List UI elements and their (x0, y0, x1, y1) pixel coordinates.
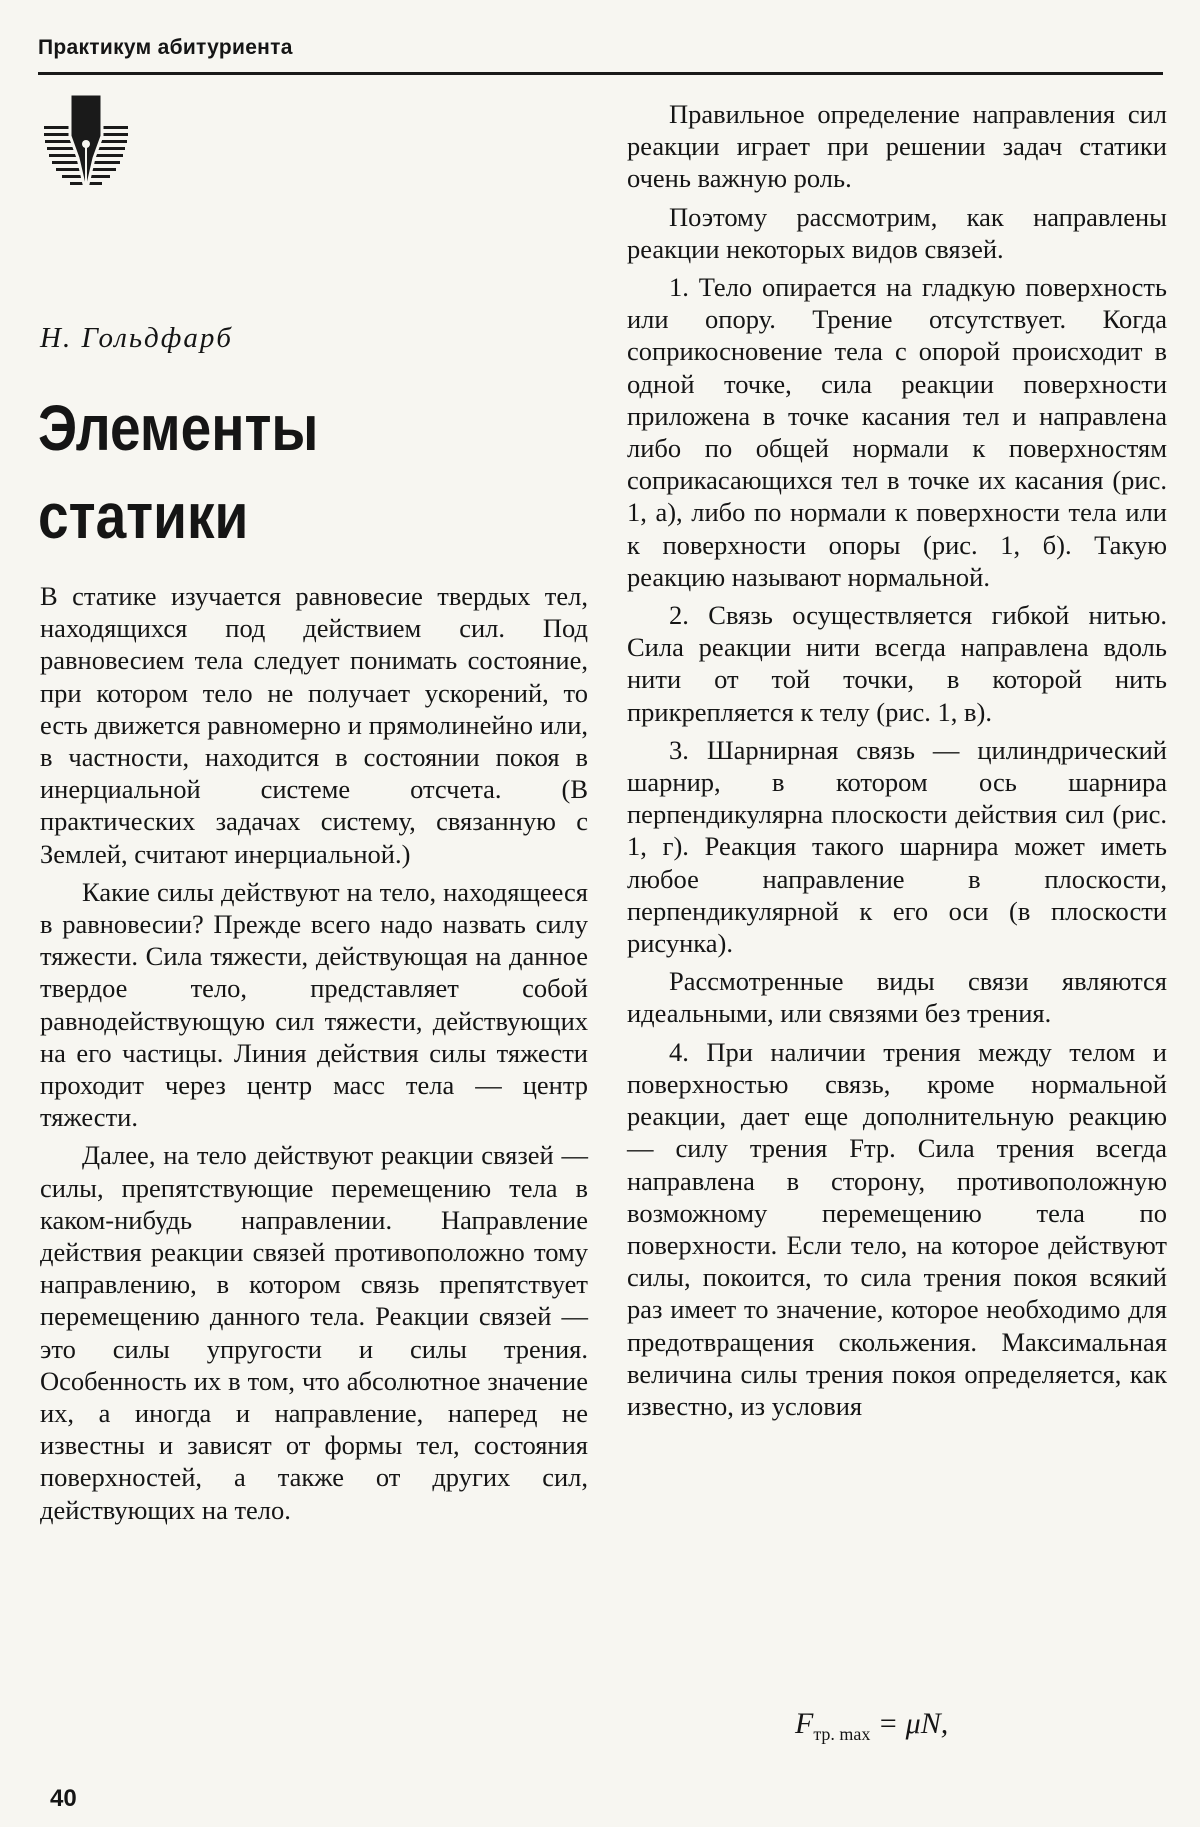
friction-formula (795, 1707, 948, 1745)
right-column (627, 98, 1167, 1428)
formula-rhs: = μN, (877, 1707, 949, 1740)
running-header (38, 30, 1163, 75)
paragraph: Далее, на тело действуют реакции связей — силы, препятствующие перемещению тела в каком-нибудь направлении. Направление действия реакции связей противоположно тому направлению, в котором связь препятствует перемещению данного тела. Реакции связей — это силы упругости и силы трения. Особенность их в том, что абсолютное значение их, а иногда и направление, наперед не известны и зависят от формы тел, состояния поверхностей, а также от других сил, действующих на тело. (40, 1140, 588, 1525)
pen-nib-logo-icon (40, 92, 132, 198)
article-title (38, 384, 318, 560)
paragraph: 2. Связь осуществляется гибкой нитью. Сила реакции нити всегда направлена вдоль нити от той точки, в которой нить прикрепляется к телу (рис. 1, в). (627, 600, 1167, 727)
section-title: Практикум абитуриента (38, 36, 293, 59)
title-line-1: Элементы (38, 392, 319, 464)
paragraph: Какие силы действуют на тело, находящееся в равновесии? Прежде всего надо назвать силу тяжести. Сила тяжести, действующая на данное твердое тело, представляет собой равнодействующую сил тяжести, действующих на его частицы. Линия действия силы тяжести проходит через центр масс тела — центр тяжести. (40, 876, 588, 1133)
paragraph: 3. Шарнирная связь — цилиндрический шарнир, в котором ось шарнира перпендикулярна плоскости действия сил (рис. 1, г). Реакция такого шарнира может иметь любое направление в плоскости, перпендикулярной к его оси (в плоскости рисунка). (627, 734, 1167, 959)
paragraph: Поэтому рассмотрим, как направлены реакции некоторых видов связей. (627, 201, 1167, 264)
paragraph: В статике изучается равновесие твердых тел, находящихся под действием сил. Под равновесием тела следует понимать состояние, при котором тело не получает ускорений, то есть движется равномерно и прямолинейно или, в частности, находится в состоянии покоя в инерциальной системе отсчета. (В практических задачах систему, связанную с Землей, считают инерциальной.) (40, 581, 588, 869)
left-column (40, 580, 588, 1532)
page-number: 40 (50, 1785, 77, 1812)
author-name: Н. Гольдфарб (40, 322, 233, 354)
paragraph: Правильное определение направления сил реакции играет при решении задач статики очень важную роль. (627, 99, 1167, 194)
paragraph: 4. При наличии трения между телом и поверхностью связь, кроме нормальной реакции, дает еще дополнительную реакцию — силу трения Fтр. Сила трения всегда направлена в сторону, противоположную возможному перемещению тела по поверхности. Если тело, на которое действуют силы, покоится, то сила трения покоя всякий раз имеет то значение, которое необходимо для предотвращения скольжения. Максимальная величина силы трения покоя определяется, как известно, из условия (627, 1036, 1167, 1421)
title-line-2: статики (38, 480, 249, 552)
formula-lhs: F (795, 1707, 814, 1740)
paragraph: 1. Тело опирается на гладкую поверхность или опору. Трение отсутствует. Когда соприкосновение тела с опорой происходит в одной точке, сила реакции поверхности приложена в точке касания тел и направлена либо по общей нормали к поверхностям соприкасающихся тел в точке их касания (рис. 1, а), либо по нормали к поверхности тела или к поверхности опоры (рис. 1, б). Такую реакцию называют нормальной. (627, 272, 1167, 592)
paragraph: Рассмотренные виды связи являются идеальными, или связями без трения. (627, 966, 1167, 1029)
formula-subscript: тр. max (813, 1724, 871, 1744)
